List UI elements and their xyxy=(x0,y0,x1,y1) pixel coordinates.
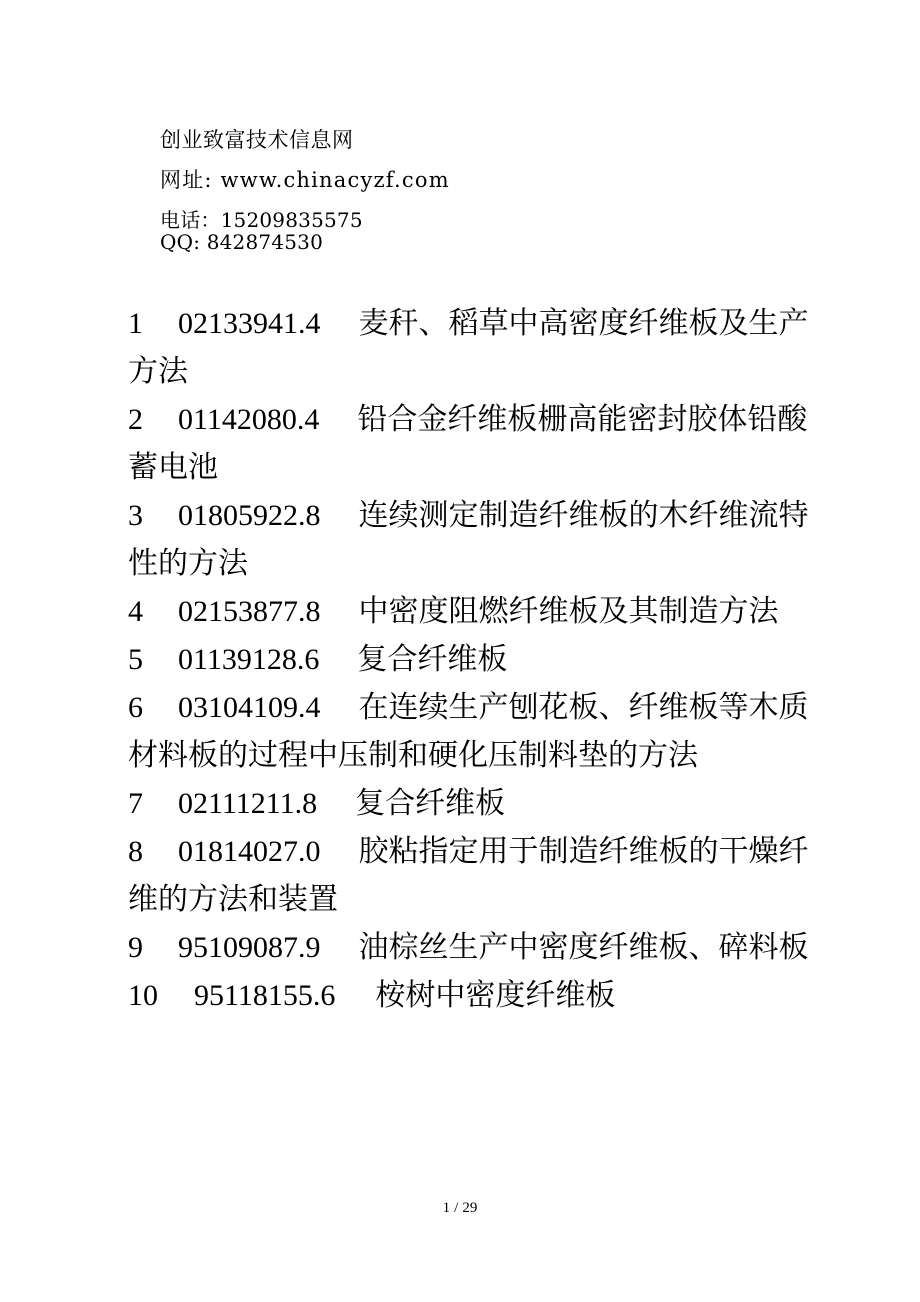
item-title: 连续测定制造纤维板的木纤维流特性的方法 xyxy=(128,499,809,580)
list-item xyxy=(128,780,828,828)
list-item xyxy=(128,924,828,972)
item-index: 10 xyxy=(128,979,158,1012)
footer-separator: / xyxy=(454,1200,459,1216)
item-number: 01142080.4 xyxy=(178,403,320,436)
list-item xyxy=(128,684,828,780)
item-index: 1 xyxy=(128,307,143,340)
list-item xyxy=(128,588,828,636)
footer-total-pages: 29 xyxy=(462,1200,478,1216)
item-number: 01805922.8 xyxy=(178,499,321,532)
phone-line: 电话：15209835575 xyxy=(160,208,363,232)
website-line: 网址: www.chinacyzf.com xyxy=(160,168,450,192)
item-number: 95109087.9 xyxy=(178,931,321,964)
item-title: 复合纤维板 xyxy=(355,787,506,820)
document-header xyxy=(160,130,860,252)
item-number: 02153877.8 xyxy=(178,595,321,628)
item-number: 02111211.8 xyxy=(178,787,318,820)
item-title: 中密度阻燃纤维板及其制造方法 xyxy=(358,595,779,628)
site-name: 创业致富技术信息网 xyxy=(160,128,354,152)
item-number: 95118155.6 xyxy=(194,979,336,1012)
item-number: 02133941.4 xyxy=(178,307,321,340)
item-number: 01139128.6 xyxy=(178,643,320,676)
item-index: 4 xyxy=(128,595,143,628)
item-index: 3 xyxy=(128,499,143,532)
item-number: 01814027.0 xyxy=(178,835,321,868)
footer-current-page: 1 xyxy=(442,1200,451,1216)
item-title: 铅合金纤维板栅高能密封胶体铅酸蓄电池 xyxy=(128,403,808,484)
list-item xyxy=(128,972,828,1020)
item-title: 胶粘指定用于制造纤维板的干燥纤维的方法和装置 xyxy=(128,835,809,916)
item-index: 9 xyxy=(128,931,143,964)
patent-list xyxy=(128,300,828,1020)
list-item xyxy=(128,300,828,396)
item-title: 油棕丝生产中密度纤维板、碎料板 xyxy=(358,931,809,964)
item-index: 6 xyxy=(128,691,143,724)
item-index: 8 xyxy=(128,835,143,868)
list-item xyxy=(128,636,828,684)
page-footer xyxy=(0,1200,920,1217)
list-item xyxy=(128,396,828,492)
item-index: 7 xyxy=(128,787,143,820)
list-item xyxy=(128,828,828,924)
item-title: 桉树中密度纤维板 xyxy=(375,979,616,1012)
item-title: 麦秆、稻草中高密度纤维板及生产方法 xyxy=(128,307,809,388)
list-item xyxy=(128,492,828,588)
qq-line: QQ: 842874530 xyxy=(160,230,324,254)
item-index: 2 xyxy=(128,403,143,436)
item-index: 5 xyxy=(128,643,143,676)
item-title: 在连续生产刨花板、纤维板等木质材料板的过程中压制和硬化压制料垫的方法 xyxy=(128,691,809,772)
item-number: 03104109.4 xyxy=(178,691,321,724)
item-title: 复合纤维板 xyxy=(357,643,508,676)
